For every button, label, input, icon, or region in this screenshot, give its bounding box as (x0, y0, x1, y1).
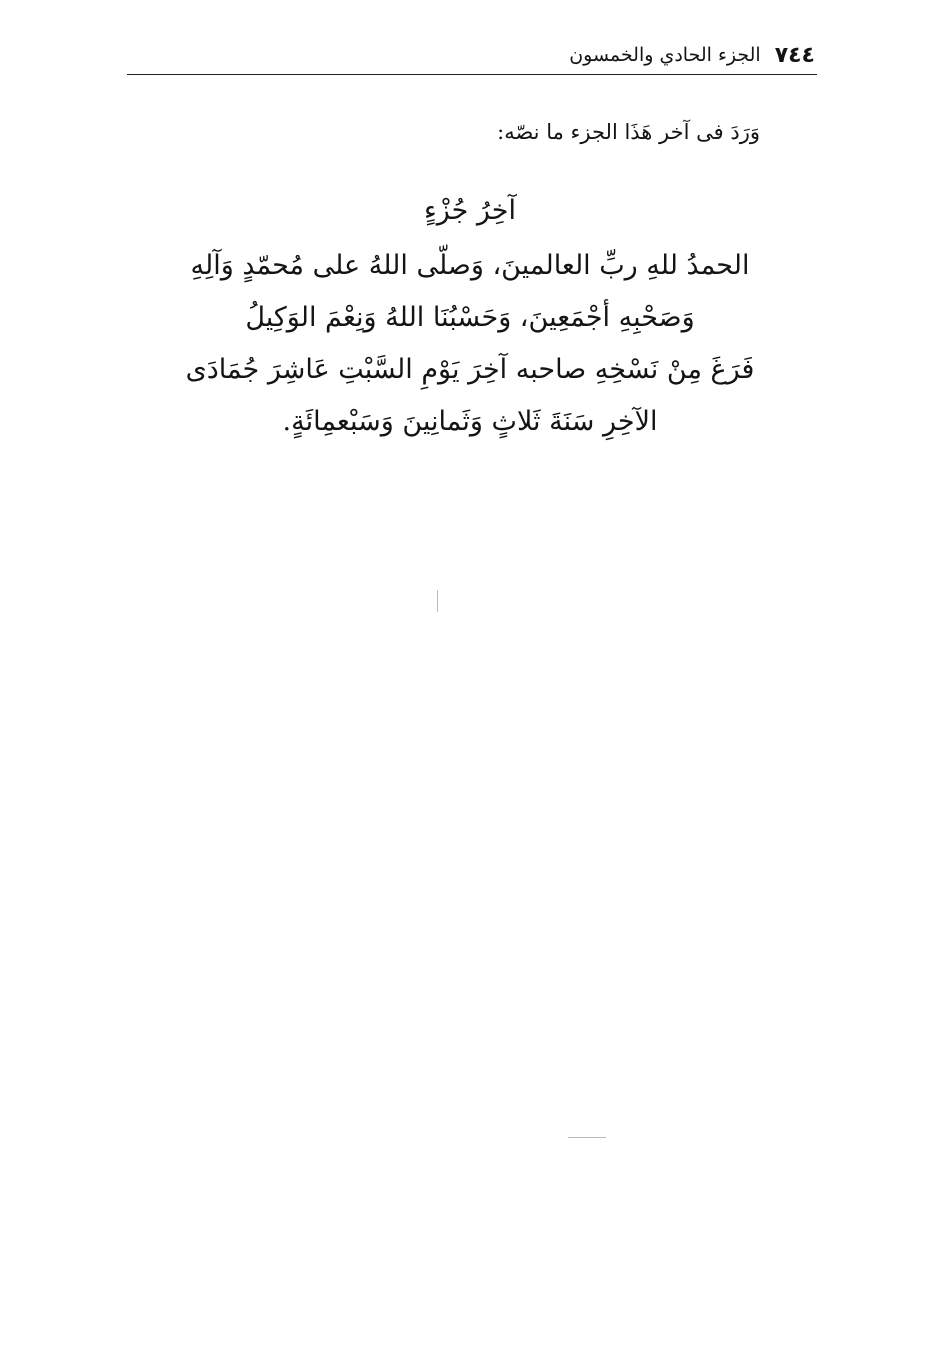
colophon-line-4: الآخِرِ سَنَةَ ثَلاثٍ وَثَمانِينَ وَسَبْعمِائَةٍ. (282, 406, 658, 437)
running-head-title: الجزء الحادي والخمسون (569, 44, 761, 66)
colophon-line-1: الحمدُ للهِ ربِّ العالمينَ، وَصلّى اللهُ على مُحمّدٍ وَآلِهِ (190, 250, 750, 281)
page-number: ٧٤٤ (774, 42, 815, 68)
colophon-block (175, 182, 765, 448)
colophon-line-2: وَصَحْبِهِ أجْمَعِينَ، وَحَسْبُنَا اللهُ وَنِعْمَ الوَكِيلُ (245, 302, 695, 333)
header-rule (127, 74, 817, 75)
intro-line: وَرَدَ فى آخر هَذَا الجزء ما نصّه: (497, 120, 760, 144)
scan-speck (568, 1137, 606, 1138)
colophon-line-3: فَرَغَ مِنْ نَسْخِهِ صاحبه آخِرَ يَوْمِ السَّبْتِ عَاشِرَ جُمَادَى (185, 354, 755, 385)
colophon-heading: آخِرُ جُزْءٍ (424, 195, 516, 226)
running-head (125, 38, 815, 72)
scan-speck (437, 590, 438, 612)
